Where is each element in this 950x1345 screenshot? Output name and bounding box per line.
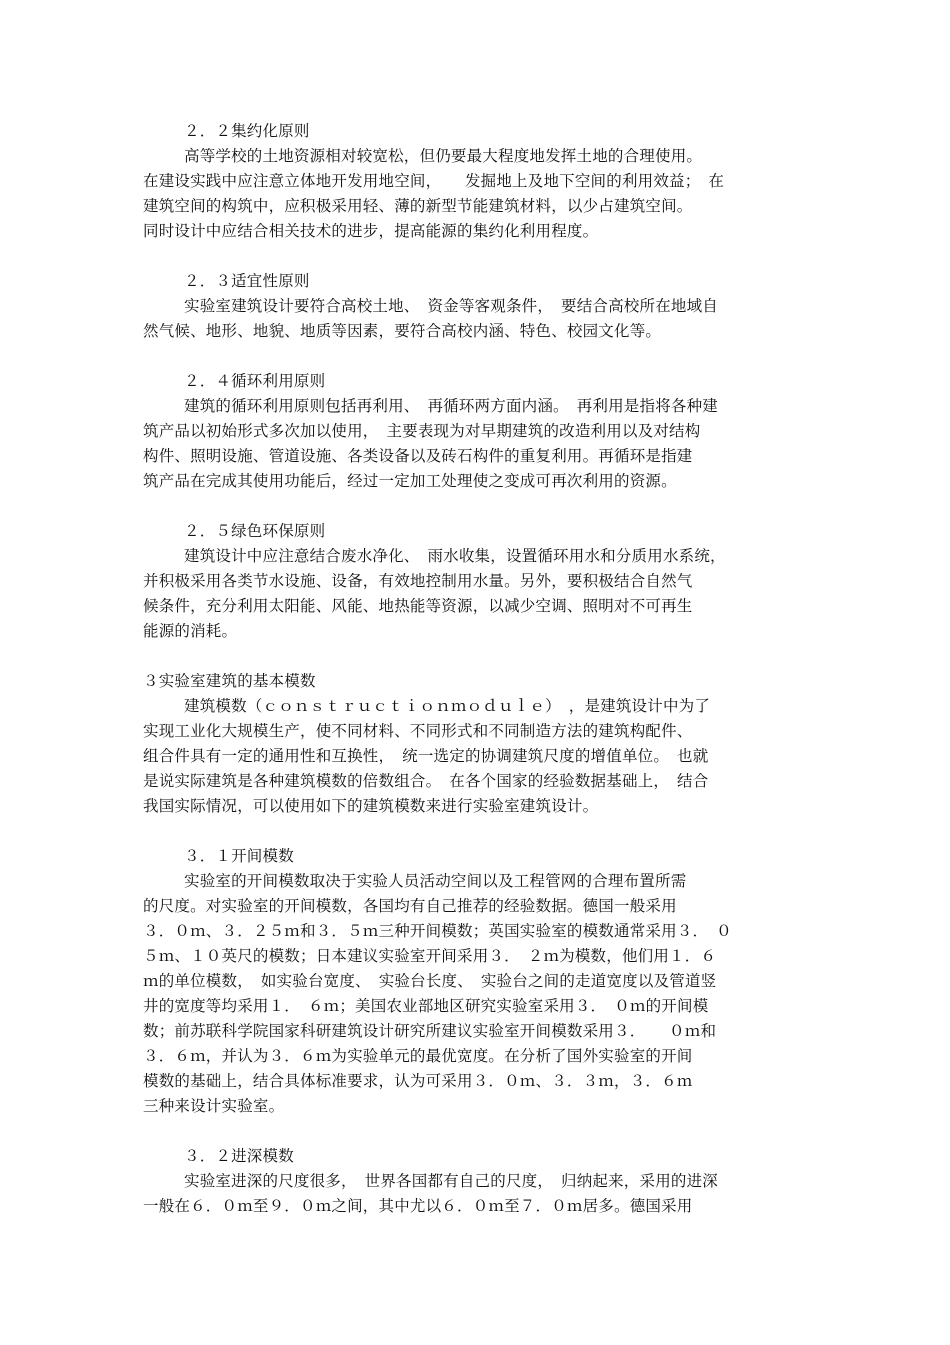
paragraph-line: 数；前苏联科学院国家科研建筑设计研究所建议实验室开间模数采用３． ０ｍ和 — [143, 1022, 717, 1040]
paragraph-line: ３．０ｍ、３．２５ｍ和３．５ｍ三种开间模数；英国实验室的模数通常采用３． ０ — [143, 922, 732, 940]
section-heading: ２．５绿色环保原则 — [184, 522, 326, 540]
paragraph-line: 候条件，充分利用太阳能、风能、地热能等资源，以减少空调、照明对不可再生 — [143, 597, 693, 615]
section-heading: ２．２集约化原则 — [184, 122, 310, 140]
paragraph-line: 高等学校的土地资源相对较宽松，但仍要最大程度地发挥土地的合理使用。 — [184, 147, 703, 165]
paragraph-line: 同时设计中应结合相关技术的进步，提高能源的集约化利用程度。 — [143, 222, 599, 240]
section-heading: ３．１开间模数 — [184, 847, 294, 865]
section-heading: ２．４循环利用原则 — [184, 372, 326, 390]
paragraph-line: 井的宽度等均采用１． ６ｍ；美国农业部地区研究实验室采用３． ０ｍ的开间模 — [143, 997, 709, 1015]
paragraph-line: 是说实际建筑是各种建筑模数的倍数组合。 在各个国家的经验数据基础上， 结合 — [143, 772, 709, 790]
paragraph-line: 建筑的循环利用原则包括再利用、 再循环两方面内涵。 再利用是指将各种建 — [184, 397, 719, 415]
paragraph-line: ５ｍ、１０英尺的模数；日本建议实验室开间采用３． ２ｍ为模数，他们用１．６ — [143, 947, 717, 965]
paragraph-line: 筑产品以初始形式多次加以使用， 主要表现为对早期建筑的改造利用以及对结构 — [143, 422, 701, 440]
paragraph-line: 我国实际情况，可以使用如下的建筑模数来进行实验室建筑设计。 — [143, 797, 599, 815]
section-heading: ３．２进深模数 — [184, 1147, 294, 1165]
paragraph-line: 实验室建筑设计要符合高校土地、 资金等客观条件， 要结合高校所在地域自 — [184, 297, 719, 315]
paragraph-line: 实验室的开间模数取决于实验人员活动空间以及工程管网的合理布置所需 — [184, 872, 687, 890]
paragraph-line: 组合件具有一定的通用性和互换性， 统一选定的协调建筑尺度的增值单位。 也就 — [143, 747, 709, 765]
paragraph-line: 能源的消耗。 — [143, 622, 238, 640]
paragraph-line: 构件、照明设施、管道设施、各类设备以及砖石构件的重复利用。再循环是指建 — [143, 447, 693, 465]
paragraph-line: 筑产品在完成其使用功能后，经过一定加工处理使之变成可再次利用的资源。 — [143, 472, 677, 490]
paragraph-line: 建筑空间的构筑中，应积极采用轻、薄的新型节能建筑材料，以少占建筑空间。 — [143, 197, 693, 215]
paragraph-line: ３．６ｍ，并认为３．６ｍ为实验单元的最优宽度。在分析了国外实验室的开间 — [143, 1047, 693, 1065]
section-heading: ３实验室建筑的基本模数 — [143, 672, 316, 690]
paragraph-line: 然气候、地形、地貌、地质等因素，要符合高校内涵、特色、校园文化等。 — [143, 322, 662, 340]
section-heading: ２．３适宜性原则 — [184, 272, 310, 290]
paragraph-line: 模数的基础上，结合具体标准要求，认为可采用３．０ｍ、３．３ｍ，３．６ｍ — [143, 1072, 693, 1090]
paragraph-line: 建筑设计中应注意结合废水净化、 雨水收集，设置循环用水和分质用水系统， — [184, 547, 726, 565]
paragraph-line: 实现工业化大规模生产，使不同材料、不同形式和不同制造方法的建筑构配件、 — [143, 722, 693, 740]
paragraph-line: 实验室进深的尺度很多， 世界各国都有自己的尺度， 归纳起来，采用的进深 — [184, 1172, 719, 1190]
paragraph-line: 并积极采用各类节水设施、设备，有效地控制用水量。另外，要积极结合自然气 — [143, 572, 693, 590]
paragraph-line: 一般在６．０ｍ至９．０ｍ之间，其中尤以６．０ｍ至７．０ｍ居多。德国采用 — [143, 1197, 693, 1215]
paragraph-line: 在建设实践中应注意立体地开发用地空间， 发掘地上及地下空间的利用效益； 在 — [143, 172, 725, 190]
paragraph-line: 建筑模数（ｃｏｎｓｔｒｕｃｔｉｏｎｍｏｄｕｌｅ） ，是建筑设计中为了 — [184, 697, 711, 715]
paragraph-line: 的尺度。对实验室的开间模数，各国均有自己推荐的经验数据。德国一般采用 — [143, 897, 677, 915]
paragraph-line: 三种来设计实验室。 — [143, 1097, 285, 1115]
paragraph-line: ｍ的单位模数， 如实验台宽度、 实验台长度、 实验台之间的走道宽度以及管道竖 — [143, 972, 717, 990]
